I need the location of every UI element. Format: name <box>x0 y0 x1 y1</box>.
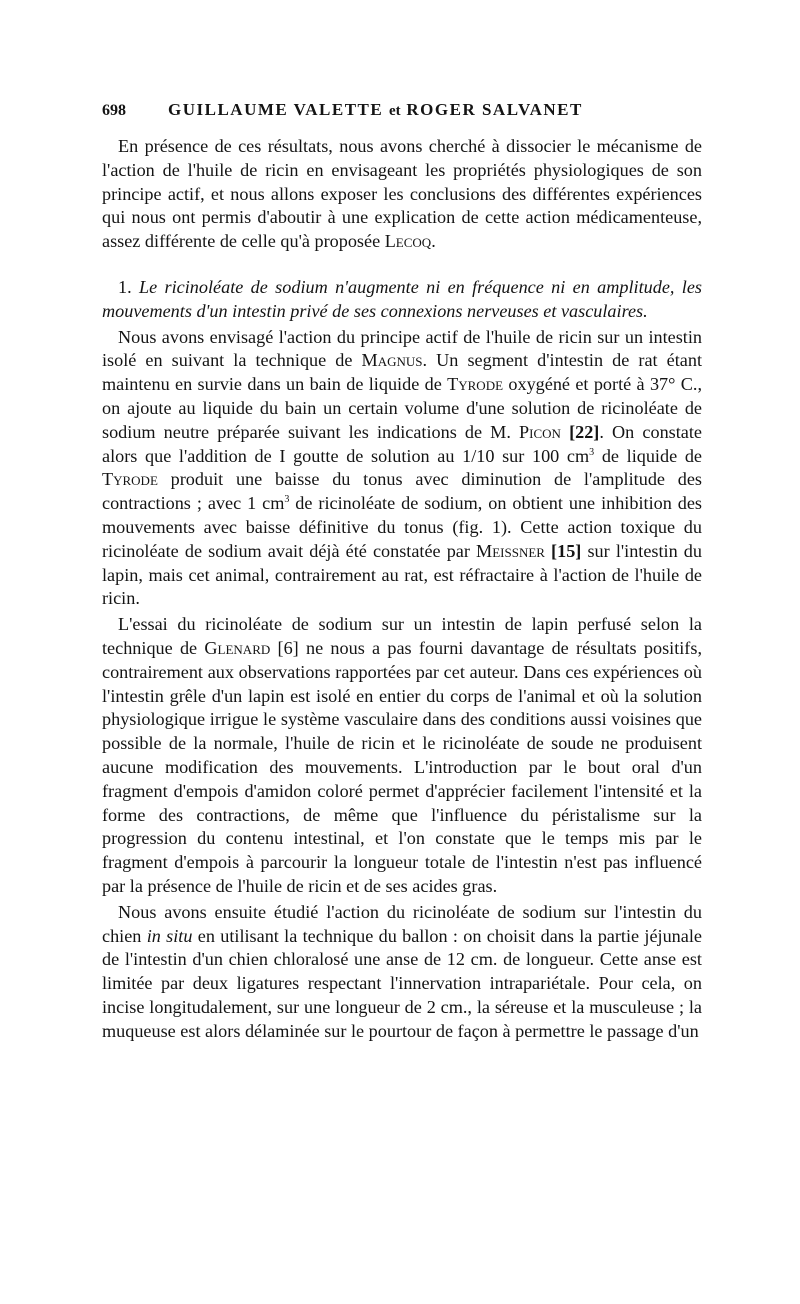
author-conjunction: et <box>388 103 401 119</box>
citation-lecoq: Lecoq <box>384 231 432 252</box>
text-run: . Un segment d'intestin de rat étant maintenu en survie dans un bain de liquide de <box>102 350 703 395</box>
citation-tyrode: Tyrode <box>102 469 158 490</box>
superscript: 3 <box>284 494 290 506</box>
paragraph-dog-intestine <box>102 901 702 1044</box>
text-run: oxygéné et porté à 37° C., on ajoute au liquide du bain un certain volume d'une solution de ricinoléate de sodium neutre préparée suivant les indications de M. <box>102 374 702 442</box>
page <box>102 100 702 1043</box>
text-run: [6] ne nous a pas fourni davantage de résultats positifs, contrairement aux observations rapportées par cet auteur. Dans ces expériences où l'intestin grêle d'un lapin est isolé en entier du corps de l'animal et où la solution physiologique irrigue le système vasculaire dans des conditions aussi voisines que possible de la normale, l'huile de ricin et le ricinoléate de soude ne produisent aucune modification des mouvements. L'introduction par le bout oral d'un fragment d'empois d'amidon coloré permet d'apprécier facilement l'intensité et la forme des contractions, de même que l'influence du péristalisme sur la progression du contenu intestinal, et l'on constate que le temps mis par le fragment d'empois à parcourir la longueur totale de l'intestin n'est pas influencé par la présence de l'huile de ricin et de ses acides gras. <box>102 637 702 896</box>
paragraph-intro <box>102 135 702 254</box>
paragraph-intro-end: . <box>431 231 436 252</box>
text-run: sur l'intestin du lapin, mais cet animal, contrairement au rat, est réfractaire à l'action de l'huile de ricin. <box>102 540 702 609</box>
section-title: Le ricinoléate de sodium n'augmente ni en fréquence ni en amplitude, les mouvements d'un intestin privé de ses connexions nerveuses et vasculaires. <box>102 276 703 321</box>
text-run: produit une baisse du tonus avec diminution de l'amplitude des contractions ; avec 1 cm <box>102 469 702 514</box>
citation-glenard: Glenard <box>204 637 271 658</box>
text-run: . On constate alors que l'addition de I goutte de solution au 1/10 sur 100 cm <box>102 421 702 466</box>
paragraph-perfused-intestine <box>102 613 702 899</box>
reference-15: [15] <box>544 540 582 561</box>
text-run: de liquide de <box>594 445 702 466</box>
author-2: ROGER SALVANET <box>406 100 583 119</box>
text-run: de ricinoléate de sodium, on obtient une inhibition des mouvements avec baisse définitive du tonus (fig. 1). Cette action toxique du ricinoléate de sodium avait déjà été constatée par <box>102 493 702 561</box>
text-run: L'essai du ricinoléate de sodium sur un intestin de lapin perfusé selon la technique de <box>102 614 702 658</box>
citation-tyrode: Tyrode <box>447 374 504 395</box>
text-run: Nous avons envisagé l'action du principe actif de l'huile de ricin sur un intestin isolé en suivant la technique de <box>102 326 702 371</box>
page-number: 698 <box>102 102 126 119</box>
in-situ-term: in situ <box>146 925 193 946</box>
running-head-authors <box>168 100 583 121</box>
reference-22: [22] <box>560 421 600 442</box>
text-run: Nous avons ensuite étudié l'action du ricinoléate de sodium sur l'intestin du chien <box>102 901 702 946</box>
superscript: 3 <box>589 446 595 458</box>
section-heading-1 <box>102 276 702 324</box>
paragraph-intro-text: En présence de ces résultats, nous avons cherché à dissocier le mécanisme de l'action de l'huile de ricin en envisageant les propriétés physiologiques de son principe actif, et nous allons exposer les conclusions des différentes expériences qui nous ont permis d'aboutir à une explication de cette action médicamenteuse, assez différente de celle qu'à proposée <box>102 136 702 252</box>
citation-magnus: Magnus <box>361 350 423 371</box>
text-run: en utilisant la technique du ballon : on choisit dans la partie jéjunale de l'intestin d'un chien chloralosé une anse de 12 cm. de longueur. Cette anse est limitée par deux ligatures respectant l'innervation intrapariétale. Pour cela, on incise longitudalement, sur une longueur de 2 cm., la séreuse et la musculeuse ; la muqueuse est alors délaminée sur le pourtour de façon à permettre le passage d'un <box>102 925 702 1041</box>
running-head <box>102 100 702 121</box>
paragraph-isolated-intestine <box>102 326 702 612</box>
citation-meissner: Meissner <box>476 540 545 561</box>
author-1: GUILLAUME VALETTE <box>168 100 384 119</box>
citation-picon: Picon <box>519 421 561 442</box>
section-number: 1. <box>118 276 132 297</box>
